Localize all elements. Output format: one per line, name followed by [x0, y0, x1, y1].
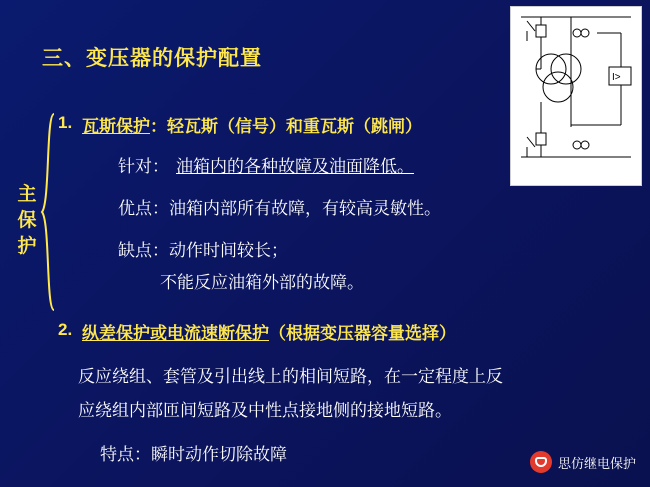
transformer-schematic-diagram [510, 6, 642, 186]
page-title: 三、变压器的保护配置 [42, 47, 262, 70]
item-2-paragraph-line-1: 反应绕组、套管及引出线上的相间短路，在一定程度上反 [78, 367, 503, 386]
item-2-feature-line: 特点：瞬时动作切除故障 [100, 445, 287, 464]
item-1-disadvantage-line-2: 不能反应油箱外部的故障。 [160, 273, 364, 292]
brand-logo-icon [530, 451, 552, 473]
list-item-1-title-underlined: 瓦斯保护 [82, 117, 150, 136]
curly-brace-icon [40, 112, 56, 312]
list-item-1-number: 1. [58, 113, 73, 132]
list-item-1-title [82, 112, 422, 137]
item-1-advantage-line: 优点：油箱内部所有故障，有较高灵敏性。 [118, 199, 441, 218]
brand-watermark [530, 451, 636, 473]
vertical-label-char-2: 保 [17, 210, 37, 231]
list-item-2-title [82, 319, 456, 344]
item-2-paragraph-line-2: 应绕组内部匝间短路及中性点接地侧的接地短路。 [78, 401, 452, 420]
svg-text:I>: I> [612, 72, 621, 83]
list-item-2-number: 2. [58, 320, 73, 339]
list-item-1-title-rest: ：轻瓦斯（信号）和重瓦斯（跳闸） [150, 117, 422, 136]
brand-logo-label: 思仿继电保护 [557, 455, 636, 471]
schematic-svg [511, 7, 641, 185]
list-item-2-title-rest: （根据变压器容量选择） [269, 324, 456, 343]
item-1-target-label: 针对： [118, 157, 169, 176]
list-item-2-title-underlined: 纵差保护或电流速断保护 [82, 324, 269, 343]
item-1-disadvantage-line-1: 缺点：动作时间较长； [118, 241, 288, 260]
main-protection-vertical-label [14, 182, 40, 260]
item-1-target-value: 油箱内的各种故障及油面降低。 [176, 157, 414, 176]
vertical-label-char-1: 主 [17, 184, 37, 205]
vertical-label-char-3: 护 [17, 236, 37, 257]
